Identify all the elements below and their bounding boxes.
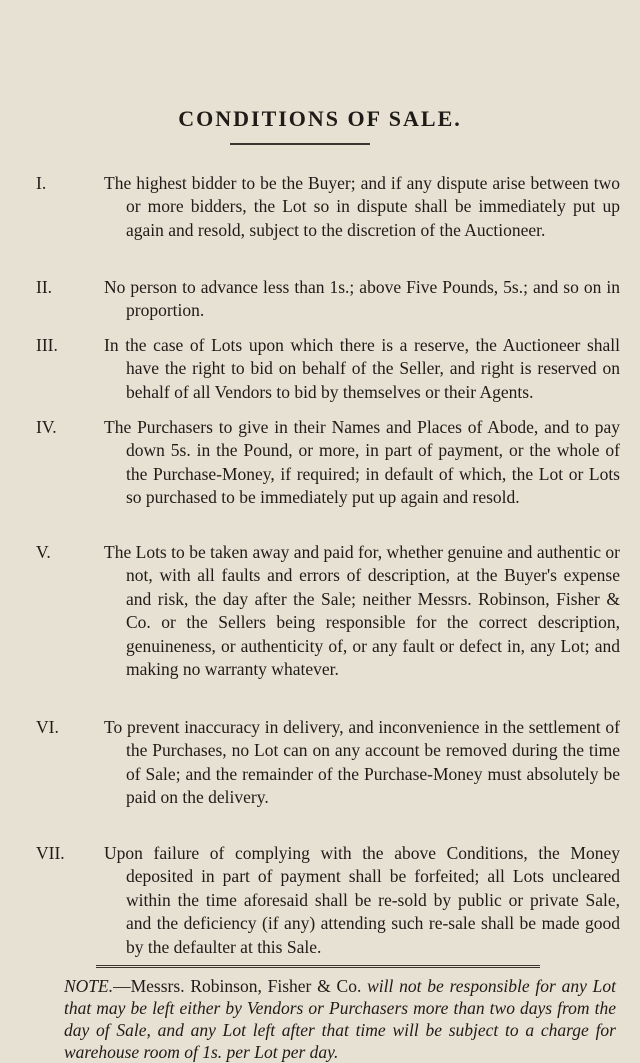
condition-item (36, 276, 620, 323)
condition-item (36, 172, 620, 242)
condition-numeral: V. (36, 542, 51, 562)
condition-item (36, 716, 620, 810)
note-rule (96, 965, 540, 968)
note-firm: —Messrs. Robinson, Fisher & Co. (113, 976, 362, 996)
condition-item (36, 842, 620, 959)
condition-item (36, 334, 620, 404)
page-title: CONDITIONS OF SALE. (178, 106, 462, 131)
note-paragraph (64, 975, 616, 1063)
condition-text: To prevent inaccuracy in delivery, and inconvenience in the settlement of the Purchases, no Lot can on any account be removed during the time of Sale; and the remainder of the Purchase-Money must absolutely be paid on the delivery. (104, 717, 620, 808)
condition-text: In the case of Lots upon which there is a reserve, the Auctioneer shall have the right to bid on behalf of the Seller, and right is reserved on behalf of all Vendors to bid by themselves or their Agents. (104, 335, 620, 402)
note-label: NOTE. (64, 976, 114, 996)
condition-text: The highest bidder to be the Buyer; and if any dispute arise between two or more bidders, the Lot so in dispute shall be immediately put up again and resold, subject to the discretion of the Auctioneer. (104, 173, 620, 240)
condition-text: No person to advance less than 1s.; above Five Pounds, 5s.; and so on in proportion. (104, 277, 620, 321)
condition-numeral: VII. (36, 843, 65, 863)
condition-text: Upon failure of complying with the above Conditions, the Money deposited in part of payment shall be forfeited; all Lots uncleared within the time aforesaid shall be re-sold by public or private Sale, and the deficiency (if any) attending such re-sale shall be made good by the defaulter at this Sale. (104, 843, 620, 957)
condition-numeral: I. (36, 173, 47, 193)
condition-item (36, 416, 620, 510)
condition-numeral: VI. (36, 717, 59, 737)
condition-numeral: II. (36, 277, 53, 297)
condition-item (36, 541, 620, 681)
note-text: will not be responsible for any Lot that may be left either by Vendors or Purchasers more than two days from the day of Sale, and any Lot left after that time will be subject to a charge for warehouse room of 1s. per Lot per day. (64, 976, 616, 1062)
condition-text: The Purchasers to give in their Names and Places of Abode, and to pay down 5s. in the Pound, or more, in part of payment, or the whole of the Purchase-Money, if required; in default of which, the Lot or Lots so purchased to be immediately put up again and resold. (104, 417, 620, 508)
title-rule (230, 143, 370, 145)
condition-numeral: III. (36, 335, 58, 355)
condition-numeral: IV. (36, 417, 57, 437)
condition-text: The Lots to be taken away and paid for, whether genuine and authentic or not, with all faults and errors of description, at the Buyer's expense and risk, the day after the Sale; neither Messrs. Robinson, Fisher & Co. or the Sellers being responsible for the correct description, genuineness, or authenticity of, or any fault or defect in, any Lot; and making no warranty whatever. (104, 542, 620, 680)
